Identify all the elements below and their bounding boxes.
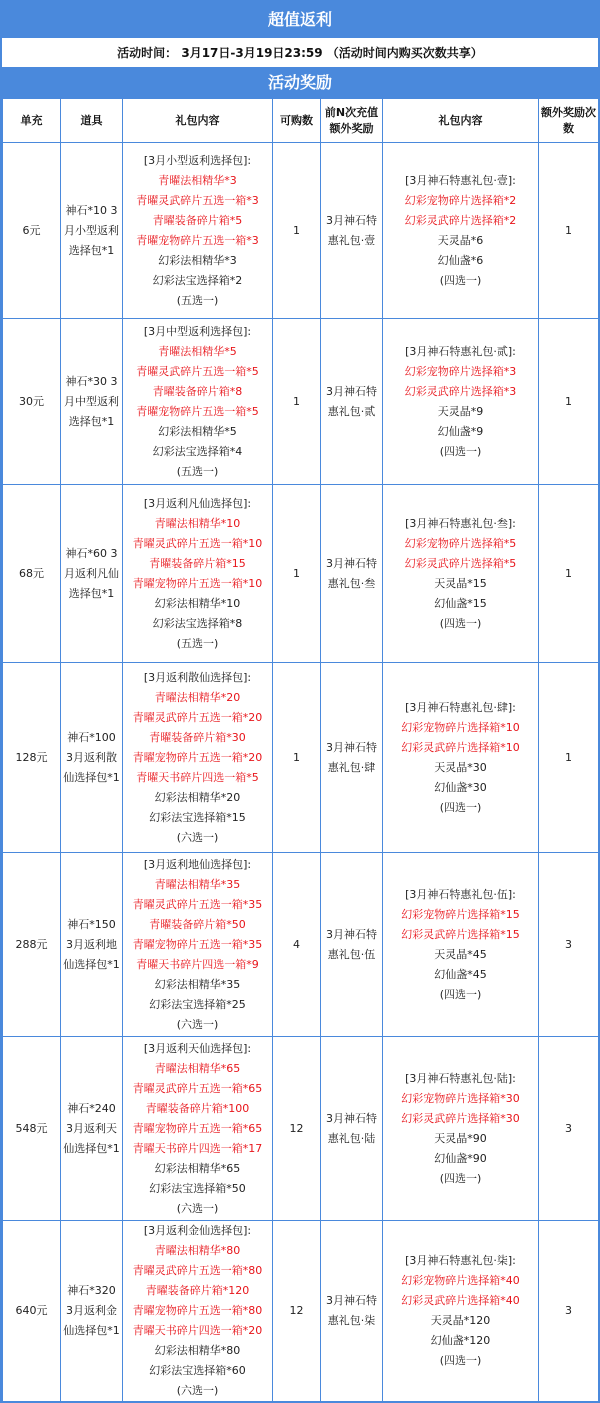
price-cell: 640元	[3, 1221, 61, 1402]
gift-content-cell	[123, 485, 273, 663]
gift-line: 青曜宠物碎片五选一箱*35	[132, 937, 263, 951]
table-row	[3, 1221, 599, 1402]
item-cell: 神石*10 3月小型返利选择包*1	[61, 143, 123, 319]
item-cell: 神石*150 3月返利地仙选择包*1	[61, 853, 123, 1037]
bonus-line: 幻彩宠物碎片选择箱*40	[401, 1274, 520, 1287]
gift-line: 幻彩法宝选择箱*15	[149, 810, 246, 824]
item-cell: 神石*30 3月中型返利选择包*1	[61, 319, 123, 485]
extra-times-cell: 1	[539, 319, 599, 485]
bonus-content-cell	[383, 853, 539, 1037]
bonus-content-cell	[383, 1037, 539, 1221]
bonus-line: 天灵晶*9	[437, 404, 484, 418]
bonus-line: 幻彩灵武碎片选择箱*30	[401, 1111, 520, 1125]
bonus-line: 幻彩宠物碎片选择箱*10	[401, 720, 520, 734]
header-item: 道具	[61, 99, 123, 143]
extra-times-cell: 3	[539, 1037, 599, 1221]
gift-line: 青曜装备碎片箱*15	[149, 556, 246, 570]
bonus-line: 幻仙盏*120	[430, 1334, 491, 1347]
quantity-cell: 1	[273, 143, 321, 319]
gift-line: 青曜宠物碎片五选一箱*10	[132, 576, 263, 590]
extra-times-cell: 1	[539, 485, 599, 663]
gift-line: (六选一)	[176, 1384, 219, 1397]
gift-line: 青曜法相精华*5	[158, 344, 237, 358]
price-cell: 548元	[3, 1037, 61, 1221]
bonus-line: 幻彩灵武碎片选择箱*40	[401, 1294, 520, 1307]
gift-line: (六选一)	[176, 1017, 219, 1031]
bonus-line: [3月神石特惠礼包·肆]:	[405, 700, 516, 714]
bonus-line: 幻仙盏*15	[434, 596, 487, 610]
gift-line: [3月返利金仙选择包]:	[143, 1224, 252, 1237]
table-row	[3, 319, 599, 485]
bonus-line: (四选一)	[439, 1354, 482, 1367]
gift-line: 青曜法相精华*20	[154, 690, 241, 704]
gift-line: 青曜法相精华*10	[154, 516, 241, 530]
bonus-line: [3月神石特惠礼包·柒]:	[405, 1254, 516, 1267]
header-gift-content: 礼包内容	[123, 99, 273, 143]
gift-line: 幻彩法宝选择箱*25	[149, 997, 246, 1011]
table-row	[3, 485, 599, 663]
bonus-line: 天灵晶*30	[434, 760, 487, 774]
quantity-cell: 12	[273, 1037, 321, 1221]
activity-time: 活动时间： 3月17日-3月19日23:59 （活动时间内购买次数共享）	[2, 38, 598, 68]
bonus-line: 幻彩宠物碎片选择箱*5	[404, 536, 517, 550]
gift-line: [3月返利凡仙选择包]:	[143, 496, 252, 510]
gift-line: [3月返利天仙选择包]:	[143, 1041, 252, 1055]
bonus-cell: 3月神石特惠礼包·柒	[321, 1221, 383, 1402]
gift-line: 青曜法相精华*35	[154, 877, 241, 891]
bonus-cell: 3月神石特惠礼包·陆	[321, 1037, 383, 1221]
gift-line: 青曜灵武碎片五选一箱*20	[132, 710, 263, 724]
gift-line: 青曜天书碎片四选一箱*20	[132, 1324, 263, 1337]
item-cell: 神石*60 3月返利凡仙选择包*1	[61, 485, 123, 663]
gift-content-cell	[123, 319, 273, 485]
bonus-line: 幻仙盏*45	[434, 967, 487, 981]
bonus-cell: 3月神石特惠礼包·肆	[321, 663, 383, 853]
gift-line: 青曜宠物碎片五选一箱*80	[132, 1304, 263, 1317]
bonus-line: 幻彩宠物碎片选择箱*15	[401, 907, 520, 921]
bonus-line: 幻彩灵武碎片选择箱*15	[401, 927, 520, 941]
bonus-line: (四选一)	[439, 987, 482, 1001]
bonus-line: [3月神石特惠礼包·壹]:	[405, 173, 516, 187]
bonus-content-cell	[383, 319, 539, 485]
gift-line: 幻彩法相精华*65	[154, 1161, 241, 1175]
extra-times-cell: 3	[539, 1221, 599, 1402]
gift-line: 青曜灵武碎片五选一箱*65	[132, 1081, 263, 1095]
gift-content-cell	[123, 1221, 273, 1402]
bonus-line: (四选一)	[439, 444, 482, 458]
gift-line: 青曜装备碎片箱*120	[145, 1284, 250, 1297]
gift-line: 青曜灵武碎片五选一箱*5	[136, 364, 259, 378]
quantity-cell: 1	[273, 663, 321, 853]
page-title: 超值返利	[2, 2, 598, 38]
price-cell: 128元	[3, 663, 61, 853]
gift-content-cell	[123, 853, 273, 1037]
header-extra-times: 额外奖励次数	[539, 99, 599, 143]
bonus-line: 幻彩灵武碎片选择箱*3	[404, 384, 517, 398]
gift-content-cell	[123, 663, 273, 853]
gift-line: 青曜灵武碎片五选一箱*35	[132, 897, 263, 911]
gift-line: 青曜天书碎片四选一箱*5	[136, 770, 259, 784]
header-bonus: 前N次充值额外奖励	[321, 99, 383, 143]
quantity-cell: 12	[273, 1221, 321, 1402]
bonus-line: (四选一)	[439, 616, 482, 630]
gift-line: 幻彩法宝选择箱*60	[149, 1364, 246, 1377]
gift-line: 青曜宠物碎片五选一箱*65	[132, 1121, 263, 1135]
table-row	[3, 1037, 599, 1221]
extra-times-cell: 1	[539, 143, 599, 319]
bonus-line: 幻彩灵武碎片选择箱*2	[404, 213, 517, 227]
gift-line: 青曜天书碎片四选一箱*9	[136, 957, 259, 971]
extra-times-cell: 3	[539, 853, 599, 1037]
item-cell: 神石*100 3月返利散仙选择包*1	[61, 663, 123, 853]
bonus-line: [3月神石特惠礼包·伍]:	[405, 887, 516, 901]
bonus-line: [3月神石特惠礼包·贰]:	[405, 344, 516, 358]
gift-line: 青曜宠物碎片五选一箱*20	[132, 750, 263, 764]
gift-line: 青曜灵武碎片五选一箱*80	[132, 1264, 263, 1277]
gift-line: 青曜装备碎片箱*8	[152, 384, 243, 398]
bonus-line: 幻彩灵武碎片选择箱*10	[401, 740, 520, 754]
gift-line: 幻彩法宝选择箱*50	[149, 1181, 246, 1195]
quantity-cell: 1	[273, 485, 321, 663]
gift-line: 青曜灵武碎片五选一箱*10	[132, 536, 263, 550]
gift-line: 幻彩法相精华*3	[158, 253, 237, 267]
bonus-content-cell	[383, 143, 539, 319]
table-header-row	[3, 99, 599, 143]
gift-content-cell	[123, 143, 273, 319]
bonus-line: 天灵晶*45	[434, 947, 487, 961]
gift-line: [3月小型返利选择包]:	[143, 153, 252, 167]
gift-line: 青曜法相精华*65	[154, 1061, 241, 1075]
bonus-line: 幻仙盏*90	[434, 1151, 487, 1165]
bonus-content-cell	[383, 485, 539, 663]
gift-line: 幻彩法相精华*10	[154, 596, 241, 610]
quantity-cell: 1	[273, 319, 321, 485]
bonus-line: 天灵晶*120	[430, 1314, 491, 1327]
price-cell: 288元	[3, 853, 61, 1037]
bonus-line: 幻仙盏*30	[434, 780, 487, 794]
gift-line: 青曜装备碎片箱*100	[145, 1101, 250, 1115]
item-cell: 神石*240 3月返利天仙选择包*1	[61, 1037, 123, 1221]
gift-line: (六选一)	[176, 830, 219, 844]
gift-line: 青曜天书碎片四选一箱*17	[132, 1141, 263, 1155]
item-cell: 神石*320 3月返利金仙选择包*1	[61, 1221, 123, 1402]
table-row	[3, 663, 599, 853]
price-cell: 6元	[3, 143, 61, 319]
header-bonus-content: 礼包内容	[383, 99, 539, 143]
reward-table	[2, 98, 599, 1402]
bonus-cell: 3月神石特惠礼包·叁	[321, 485, 383, 663]
bonus-line: 天灵晶*15	[434, 576, 487, 590]
bonus-cell: 3月神石特惠礼包·贰	[321, 319, 383, 485]
gift-line: 幻彩法相精华*35	[154, 977, 241, 991]
gift-line: 幻彩法宝选择箱*4	[152, 444, 243, 458]
price-cell: 30元	[3, 319, 61, 485]
header-price: 单充	[3, 99, 61, 143]
bonus-line: (四选一)	[439, 273, 482, 287]
bonus-line: 幻仙盏*9	[437, 424, 484, 438]
bonus-line: 幻彩灵武碎片选择箱*5	[404, 556, 517, 570]
table-row	[3, 143, 599, 319]
bonus-cell: 3月神石特惠礼包·伍	[321, 853, 383, 1037]
gift-line: (五选一)	[176, 293, 219, 307]
bonus-line: 幻彩宠物碎片选择箱*2	[404, 193, 517, 207]
bonus-cell: 3月神石特惠礼包·壹	[321, 143, 383, 319]
bonus-line: 幻彩宠物碎片选择箱*30	[401, 1091, 520, 1105]
gift-line: 幻彩法相精华*5	[158, 424, 237, 438]
gift-line: 青曜宠物碎片五选一箱*3	[136, 233, 259, 247]
bonus-line: (四选一)	[439, 800, 482, 814]
gift-line: 青曜灵武碎片五选一箱*3	[136, 193, 259, 207]
gift-line: 幻彩法相精华*20	[154, 790, 241, 804]
extra-times-cell: 1	[539, 663, 599, 853]
bonus-line: 幻彩宠物碎片选择箱*3	[404, 364, 517, 378]
price-cell: 68元	[3, 485, 61, 663]
gift-line: 幻彩法宝选择箱*2	[152, 273, 243, 287]
gift-line: (五选一)	[176, 464, 219, 478]
gift-line: [3月返利地仙选择包]:	[143, 857, 252, 871]
gift-line: 青曜装备碎片箱*30	[149, 730, 246, 744]
bonus-line: 天灵晶*90	[434, 1131, 487, 1145]
bonus-content-cell	[383, 663, 539, 853]
table-row	[3, 853, 599, 1037]
gift-line: 青曜法相精华*3	[158, 173, 237, 187]
gift-line: 青曜装备碎片箱*50	[149, 917, 246, 931]
gift-line: 青曜宠物碎片五选一箱*5	[136, 404, 259, 418]
bonus-content-cell	[383, 1221, 539, 1402]
reward-section-header: 活动奖励	[2, 68, 598, 98]
gift-line: (六选一)	[176, 1201, 219, 1215]
gift-content-cell	[123, 1037, 273, 1221]
gift-line: 青曜法相精华*80	[154, 1244, 241, 1257]
gift-line: 青曜装备碎片箱*5	[152, 213, 243, 227]
bonus-line: [3月神石特惠礼包·叁]:	[405, 516, 516, 530]
quantity-cell: 4	[273, 853, 321, 1037]
gift-line: 幻彩法相精华*80	[154, 1344, 241, 1357]
bonus-line: [3月神石特惠礼包·陆]:	[405, 1071, 516, 1085]
gift-line: (五选一)	[176, 636, 219, 650]
gift-line: 幻彩法宝选择箱*8	[152, 616, 243, 630]
bonus-line: 幻仙盏*6	[437, 253, 484, 267]
gift-line: [3月中型返利选择包]:	[143, 324, 252, 338]
bonus-line: (四选一)	[439, 1171, 482, 1185]
header-quantity: 可购数	[273, 99, 321, 143]
gift-line: [3月返利散仙选择包]:	[143, 670, 252, 684]
bonus-line: 天灵晶*6	[437, 233, 484, 247]
